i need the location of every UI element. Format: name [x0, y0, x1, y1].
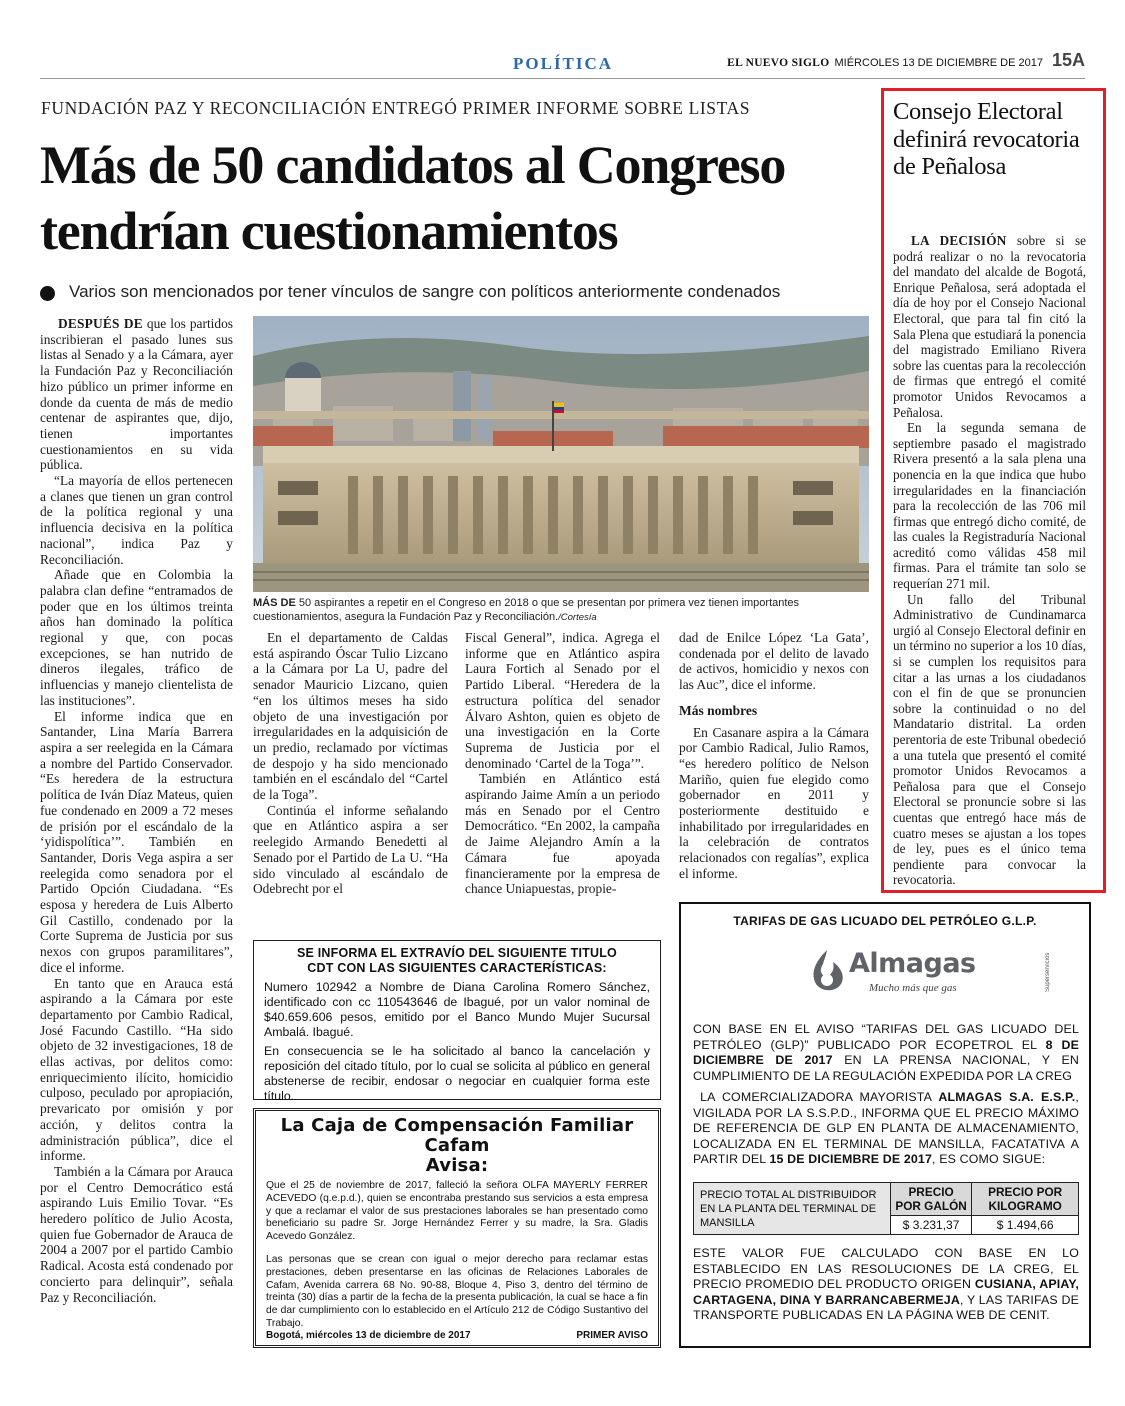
- price-table: [693, 1182, 1079, 1235]
- ad-paragraph: [693, 1090, 1079, 1168]
- paragraph: En la segunda semana de septiembre pasado el magistrado Rivera presentó a la sala plena una ponencia en la que indica que hubo irregularidades en la financiación para la recolección de las 706 mil firmas que entregó dicho comité, de las cuales la Registraduría Nacional acreditó como válidas 458 mil firmas. Para el trámite tan solo se requerían 271 mil.: [893, 420, 1086, 592]
- price-kilo: $ 1.494,66: [972, 1216, 1079, 1235]
- caption-text: 50 aspirantes a repetir en el Congreso en 2018 o que se presentan por primera vez tienen importantes cuestionamientos, asegura la Fundación Paz y Reconciliación.: [253, 597, 800, 623]
- paragraph: Un fallo del Tribunal Administrativo de Cundinamarca urgió al Consejo Electoral definir en un término no superior a los 10 días, si se cumplen los requisitos para citar a las urnas a los ciudadanos con el fin de que se pronuncien sobre la continuidad o no del Mandatario distrital. La orden perentoria de este Tribunal obedeció a una tutela que presentó el comité promotor Unidos Revocamos a Peñalosa para que el Consejo Electoral se pronuncie sobre si las cuentas que entregó hace más de cuatro meses se ajustan a los topes de ley, pues es el único tema pendiente para convocar la revocatoria.: [893, 591, 1086, 888]
- notice-title: La Caja de Compensación Familiar Cafam: [280, 1115, 634, 1156]
- paragraph: En tanto que en Arauca está aspirando a la Cámara por este departamento por Cambio Radical, José Facundo Castillo. “Ha sido objeto de 32 investigaciones, 18 de ellas activas, por delitos como: enriquecimiento ilícito, homicidio culposo, peculado por apropiación, prevaricato por omisión y por acción, y delitos contra la administración pública”, dice el informe.: [40, 975, 233, 1164]
- paragraph: También a la Cámara por Arauca por el Centro Democrático está aspirando Luis Emilio Tovar. “Es heredero político de Julio Acosta, quien fue Gobernador de Arauca de 2004 a 2007 por el partido Cambio Radical. Acosta está condenado por concierto para delinquir”, señala Paz y Reconciliación.: [40, 1163, 233, 1305]
- brand-tagline: Mucho más que gas: [869, 982, 957, 994]
- notice-text: Numero 102942 a Nombre de Diana Carolina Romero Sánchez, identificado con cc 110543646 de Ibagué, por un valor nominal de $40.659.606 pesos, emitido por el Banco Mundo Mujer Sucursal Ambalá. Ibagué.: [264, 980, 650, 1039]
- paragraph: El informe indica que en Santander, Lina María Barrera aspira a ser reelegida en la Cámara a nombre del Partido Conservador. “Es heredera de la estructura política de Iván Díaz Mateus, quien fue condenado en 2009 a 72 meses de prisión por el escándalo de la ‘yidispolítica’”. También en Santander, Doris Vega aspira a ser reelegida como senadora por el Partido Opción Ciudadana. “Es esposa y heredera de Luis Alberto Gil Castillo, condenado por la Corte Suprema de Justicia por sus nexos con grupos paramilitares”, dice el informe.: [40, 708, 233, 975]
- sidebar-lead: LA DECISIÓN: [911, 233, 1007, 248]
- paragraph: En Casanare aspira a la Cámara por Cambio Radical, Julio Ramos, “es heredero político de Nelson Mariño, quien fue elegido como gobernador en 2011 y posteriormente destituido e inhabilitado por irregularidades en la celebración de contratos relacionados con regalías”, explica el informe.: [679, 724, 869, 881]
- regulator-logo: Superservicios: [1045, 952, 1051, 992]
- section-subtitle: Más nombres: [679, 702, 758, 718]
- issue-date: MIÉRCOLES 13 DE DICIEMBRE DE 2017: [834, 57, 1043, 69]
- story-subhead: Varios son mencionados por tener vínculos de sangre con políticos anteriormente condenados: [69, 282, 781, 301]
- capitol-photo: [253, 316, 869, 592]
- price-table-description: PRECIO TOTAL AL DISTRIBUIDOR EN LA PLANTA DEL TERMINAL DE MANSILLA: [694, 1183, 891, 1235]
- page-number: 15A: [1051, 50, 1085, 70]
- capitol-illustration: [253, 316, 869, 592]
- story-column-4: [679, 630, 869, 882]
- notice-title: SE INFORMA EL EXTRAVÍO DEL SIGUIENTE TITULO: [297, 946, 617, 960]
- paragraph: “La mayoría de ellos pertenecen a clanes que tienen un gran control de la política regional y una influencia decisiva en la política nacional”, indica Paz y Reconciliación.: [40, 473, 233, 567]
- ad-company: ALMAGAS S.A. E.S.P.: [938, 1090, 1076, 1104]
- ad-paragraph: [693, 1246, 1079, 1324]
- notice-text: Que el 25 de noviembre de 2017, falleció la señora OLFA MAYERLY FERRER ACEVEDO (q.e.p.d.), quien se encontraba prestando sus servicios a esta empresa y que a reclamar el valor de sus prestaciones laborales se han presentado como beneficiario su padre Sr. Jorge Hernández Ferrer y su madre, la Sra. Gladis Acevedo González.: [266, 1180, 648, 1243]
- story-kicker: FUNDACIÓN PAZ Y RECONCILIACIÓN ENTREGÓ PRIMER INFORME SOBRE LISTAS: [41, 98, 751, 118]
- ad-text: LA COMERCIALIZADORA MAYORISTA: [700, 1090, 932, 1104]
- paragraph: También en Atlántico está aspirando Jaime Amín a un periodo más en Senado por el Centro Democrático. “En 2002, la campaña de Jaime Alejandro Amín a la Cámara fue apoyada financieramente por la empresa de chance Uniapuestas, propie-: [465, 771, 660, 897]
- notice-subtitle: Avisa:: [425, 1155, 489, 1176]
- notice-cafam: [253, 1108, 661, 1348]
- paragraph: Fiscal General”, indica. Agrega el informe que en Atlántico aspira Laura Fortich al Senado por el Partido Liberal. “Heredera de la estructura política del senador Álvaro Ashton, quien es objeto de una investigación en la Corte Suprema de Justicia por el denominado ‘Cartel de la Toga’”.: [465, 630, 660, 771]
- ad-paragraph: [693, 1022, 1079, 1084]
- paragraph: sobre si se podrá realizar o no la revocatoria del mandato del alcalde de Bogotá, Enrique Peñalosa, será adoptada el día de hoy por el Consejo Nacional Electoral, que para tal fin citó la Sala Plena que estudiará la ponencia del magistrado Emiliano Rivera sobre las cuentas para la recolección de firmas que entregó el comité promotor Unidos Revocamos a Peñalosa.: [893, 233, 1086, 420]
- almagas-logo: [807, 946, 976, 998]
- story-column-1: [40, 316, 233, 1305]
- ad-text: CON BASE EN EL AVISO “TARIFAS DEL GAS LICUADO DEL PETRÓLEO (GLP)” PUBLICADO POR ECOPETROL EL: [693, 1022, 1079, 1052]
- story-lead: DESPUÉS DE: [58, 316, 143, 331]
- price-header-kilo: PRECIO POR KILOGRAMO: [972, 1183, 1079, 1216]
- bullet-icon: [40, 286, 55, 301]
- section-label: POLÍTICA: [513, 54, 614, 73]
- ad-text: , VIGILADA POR LA S.S.P.D., INFORMA QUE EL PRECIO MÁXIMO DE REFERENCIA DE GLP EN PLANTA DE ALMACENAMIENTO, LOCALIZADA EN EL TERMINAL DE MANSILLA, FACATATIVA A PARTIR DEL: [693, 1090, 1079, 1167]
- photo-caption: [253, 596, 869, 625]
- story-column-2: [253, 630, 448, 897]
- ad-date: 15 DE DICIEMBRE DE 2017: [769, 1152, 933, 1167]
- paragraph: Añade que en Colombia la palabra clan define “entramados de poder que en los últimos treinta años han dominado la política regional y que, con pocas excepciones, se han nutrido de dineros ilegales, tráfico de influencias y manejo clientelista de las instituciones”.: [40, 567, 233, 708]
- sidebar-title: Consejo Electoral definirá revocatoria de Peñalosa: [893, 98, 1080, 180]
- notice-text: Las personas que se crean con igual o mejor derecho para reclamar estas prestaciones, deben presentarse en las oficinas de Relaciones Laborales de Cafam, Avenida carrera 68 No. 90-88, Bloque 4, Piso 3, dentro del término de treinta (30) días a partir de la fecha de la presenta publicación, la cual se hace a fin de dar cumplimiento con lo establecido en el Artículo 212 de Código Sustantivo del Trabajo.: [266, 1253, 648, 1329]
- paragraph: En el departamento de Caldas está aspirando Óscar Tulio Lizcano a la Cámara por La U, padre del senador Mauricio Lizcano, quien “en los últimos meses ha sido objeto de una investigación por irregularidades en la adquisición de un predio, reclamado por víctimas de despojo y ha sido mencionado también en el escándalo del “Cartel de la Toga”.: [253, 630, 448, 803]
- ad-title: TARIFAS DE GAS LICUADO DEL PETRÓLEO G.L.P.: [733, 914, 1037, 928]
- notice-text: En consecuencia se le ha solicitado al banco la cancelación y reposición del citado título, por lo cual se solicita al público en general abstenerse de recibir, endosar o negociar en cualquier forma este título.: [264, 1044, 650, 1103]
- notice-lost-title: [253, 940, 661, 1103]
- ad-text: EN LA PRENSA NACIONAL, Y EN CUMPLIMIENTO DE LA REGULACIÓN EXPEDIDA POR LA CREG: [693, 1053, 1079, 1083]
- paragraph: Continúa el informe señalando que en Atlántico aspira a ser reelegido Armando Benedetti al Senado por el Partido de La U. “Ha sido vinculado al escándalo de Odebrecht por el: [253, 802, 448, 897]
- story-column-3: [465, 630, 660, 897]
- notice-first-notice: PRIMER AVISO: [576, 1330, 648, 1341]
- paragraph: dad de Enilce López ‘La Gata’, condenada por el delito de lavado de activos, homicidio y nexos con las Auc”, dice el informe.: [679, 630, 869, 693]
- masthead: [727, 50, 1085, 71]
- ad-origins: CUSIANA, APIAY, CARTAGENA, DINA Y BARRANCABERMEJA: [693, 1277, 1079, 1307]
- brand-name: Almagas: [849, 948, 976, 979]
- photo-credit: /Cortesía: [558, 612, 597, 623]
- caption-lead: MÁS DE: [253, 597, 296, 609]
- price-galon: $ 3.231,37: [890, 1216, 971, 1235]
- notice-subtitle: CDT CON LAS SIGUIENTES CARACTERÍSTICAS:: [307, 961, 607, 975]
- flame-icon: [807, 948, 847, 994]
- notice-footer: [266, 1330, 648, 1341]
- sidebar-text: [893, 233, 1086, 888]
- ad-text: , Y LAS TARIFAS DE TRANSPORTE PUBLICADAS EN LA PÁGINA WEB DE CENIT.: [693, 1292, 1079, 1323]
- paper-name: EL NUEVO SIGLO: [727, 57, 830, 69]
- header-rule: [40, 78, 1085, 79]
- paragraph: que los partidos inscribieran el pasado lunes sus listas al Senado y a la Cámara, ayer la Fundación Paz y Reconciliación hizo público un primer informe en donde da cuenta de más de medio centenar de aspirantes que, dijo, tienen importantes cuestionamientos en su vida pública.: [40, 316, 233, 473]
- price-header-galon: PRECIO POR GALÓN: [890, 1183, 971, 1216]
- ad-date: 8 DE DICIEMBRE DE 2017: [693, 1037, 1079, 1068]
- story-headline: Más de 50 candidatos al Congreso tendrían cuestionamientos: [40, 135, 786, 261]
- ad-text: , ES COMO SIGUE:: [932, 1152, 1046, 1167]
- ad-text: ESTE VALOR FUE CALCULADO CON BASE EN LO ESTABLECIDO EN LAS RESOLUCIONES DE LA CREG, EL PRECIO PROMEDIO DEL PRODUCTO ORIGEN: [693, 1246, 1079, 1292]
- notice-date: Bogotá, miércoles 13 de diciembre de 2017: [266, 1330, 471, 1341]
- gas-tariff-ad: [679, 902, 1091, 1348]
